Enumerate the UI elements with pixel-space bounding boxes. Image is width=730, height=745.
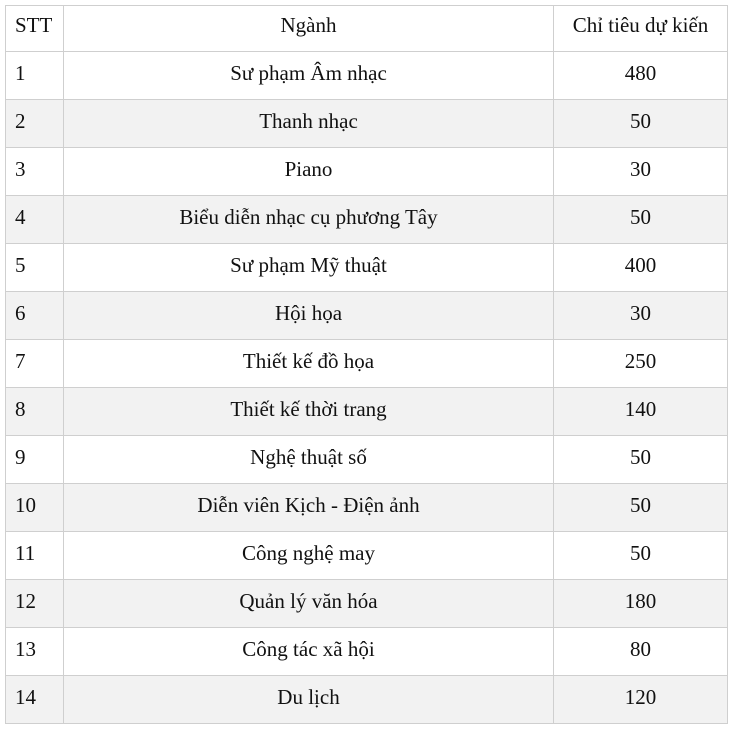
cell-stt: 11 [6,532,64,580]
cell-major: Biểu diễn nhạc cụ phương Tây [64,196,554,244]
admissions-quota-table [5,5,728,724]
cell-quota: 180 [554,580,728,628]
cell-quota: 140 [554,388,728,436]
cell-stt: 4 [6,196,64,244]
table-row [6,532,728,580]
cell-major: Thanh nhạc [64,100,554,148]
table-row [6,580,728,628]
header-quota: Chỉ tiêu dự kiến [554,6,728,52]
cell-major: Công nghệ may [64,532,554,580]
table-row [6,100,728,148]
cell-major: Công tác xã hội [64,628,554,676]
table-row [6,244,728,292]
cell-major: Quản lý văn hóa [64,580,554,628]
cell-quota: 120 [554,676,728,724]
cell-stt: 12 [6,580,64,628]
table-row [6,436,728,484]
table-row [6,292,728,340]
cell-major: Thiết kế thời trang [64,388,554,436]
table-row [6,340,728,388]
cell-stt: 8 [6,388,64,436]
admissions-quota-table-container [5,5,727,724]
cell-stt: 6 [6,292,64,340]
table-row [6,52,728,100]
cell-stt: 14 [6,676,64,724]
cell-stt: 2 [6,100,64,148]
cell-quota: 250 [554,340,728,388]
header-stt: STT [6,6,64,52]
cell-quota: 50 [554,532,728,580]
table-row [6,628,728,676]
cell-quota: 80 [554,628,728,676]
cell-quota: 400 [554,244,728,292]
cell-major: Du lịch [64,676,554,724]
cell-major: Diễn viên Kịch - Điện ảnh [64,484,554,532]
table-row [6,196,728,244]
cell-major: Hội họa [64,292,554,340]
cell-quota: 480 [554,52,728,100]
table-row [6,484,728,532]
cell-major: Nghệ thuật số [64,436,554,484]
cell-stt: 1 [6,52,64,100]
cell-major: Sư phạm Mỹ thuật [64,244,554,292]
cell-stt: 5 [6,244,64,292]
cell-quota: 50 [554,196,728,244]
cell-major: Piano [64,148,554,196]
cell-stt: 10 [6,484,64,532]
cell-quota: 50 [554,484,728,532]
cell-stt: 13 [6,628,64,676]
cell-major: Sư phạm Âm nhạc [64,52,554,100]
header-row [6,6,728,52]
cell-quota: 50 [554,436,728,484]
cell-stt: 9 [6,436,64,484]
table-row [6,676,728,724]
cell-stt: 7 [6,340,64,388]
cell-quota: 50 [554,100,728,148]
cell-quota: 30 [554,292,728,340]
cell-quota: 30 [554,148,728,196]
table-body [6,52,728,724]
table-header [6,6,728,52]
cell-major: Thiết kế đồ họa [64,340,554,388]
table-row [6,148,728,196]
header-major: Ngành [64,6,554,52]
table-row [6,388,728,436]
cell-stt: 3 [6,148,64,196]
